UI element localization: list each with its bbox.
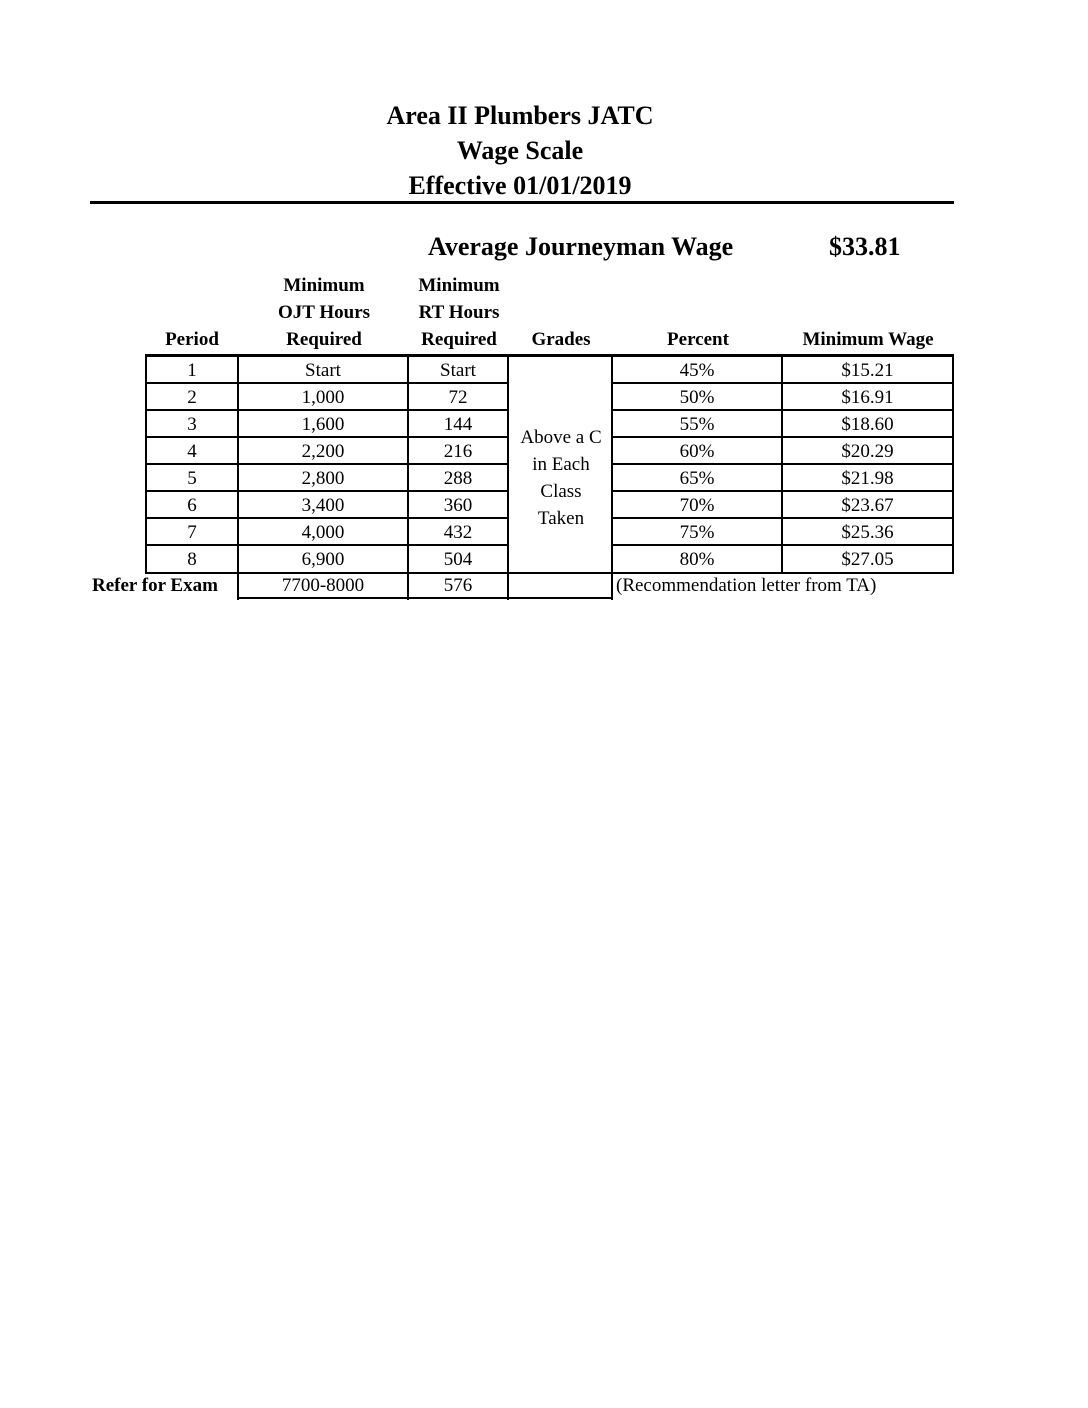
document-title <box>0 98 1040 203</box>
cell-rt-hours: 72 <box>448 387 468 408</box>
cell-ojt-hours: 1,600 <box>301 414 345 435</box>
cell-rt-hours: 144 <box>443 414 473 435</box>
cell-period: 3 <box>187 414 197 435</box>
cell-rt-hours: Start <box>440 360 476 381</box>
title-line-effective: Effective 01/01/2019 <box>408 171 632 200</box>
cell-percent: 70% <box>679 495 715 516</box>
cell-percent: 50% <box>679 387 715 408</box>
cell-ojt-hours: 6,900 <box>301 549 345 570</box>
cell-period: 1 <box>187 360 197 381</box>
col-divider <box>507 355 509 600</box>
exam-row-label: Refer for Exam <box>92 575 218 596</box>
cell-rt-hours: 360 <box>443 495 473 516</box>
cell-minimum-wage: $27.05 <box>841 549 894 570</box>
cell-percent: 60% <box>679 441 715 462</box>
cell-percent: 75% <box>679 522 715 543</box>
header-period: Period <box>165 329 219 350</box>
cell-period: 7 <box>187 522 197 543</box>
title-line-org: Area II Plumbers JATC <box>386 101 654 130</box>
cell-rt-hours: 504 <box>443 549 473 570</box>
header-rt-hours: Minimum RT Hours Required <box>418 275 500 350</box>
cell-percent: 80% <box>679 549 715 570</box>
cell-minimum-wage: $20.29 <box>841 441 894 462</box>
cell-ojt-hours: 4,000 <box>301 522 345 543</box>
cell-ojt-hours: 2,200 <box>301 441 345 462</box>
header-minimum-wage: Minimum Wage <box>802 329 934 350</box>
grades-requirement: Above a C in Each Class Taken <box>520 427 602 529</box>
average-wage-value: $33.81 <box>829 232 901 261</box>
cell-minimum-wage: $25.36 <box>841 522 894 543</box>
cell-minimum-wage: $15.21 <box>841 360 894 381</box>
cell-minimum-wage: $21.98 <box>841 468 894 489</box>
cell-period: 8 <box>187 549 197 570</box>
exam-ojt-hours: 7700-8000 <box>281 575 365 596</box>
exam-rt-hours: 576 <box>443 575 473 596</box>
cell-rt-hours: 432 <box>443 522 473 543</box>
header-percent: Percent <box>667 329 729 350</box>
cell-minimum-wage: $16.91 <box>841 387 894 408</box>
cell-ojt-hours: Start <box>305 360 341 381</box>
cell-rt-hours: 288 <box>443 468 473 489</box>
cell-rt-hours: 216 <box>443 441 473 462</box>
cell-period: 2 <box>187 387 197 408</box>
cell-period: 4 <box>187 441 197 462</box>
cell-percent: 55% <box>679 414 715 435</box>
header-ojt-hours: Minimum OJT Hours Required <box>277 275 371 350</box>
average-wage-label: Average Journeyman Wage <box>428 232 734 261</box>
cell-period: 6 <box>187 495 197 516</box>
cell-ojt-hours: 3,400 <box>301 495 345 516</box>
title-divider <box>90 201 954 204</box>
cell-period: 5 <box>187 468 197 489</box>
cell-percent: 45% <box>679 360 715 381</box>
cell-percent: 65% <box>679 468 715 489</box>
header-grades: Grades <box>531 329 591 350</box>
cell-minimum-wage: $23.67 <box>841 495 894 516</box>
cell-ojt-hours: 1,000 <box>301 387 345 408</box>
cell-minimum-wage: $18.60 <box>841 414 894 435</box>
cell-ojt-hours: 2,800 <box>301 468 345 489</box>
title-line-doc: Wage Scale <box>456 136 584 165</box>
exam-note: (Recommendation letter from TA) <box>616 575 877 596</box>
